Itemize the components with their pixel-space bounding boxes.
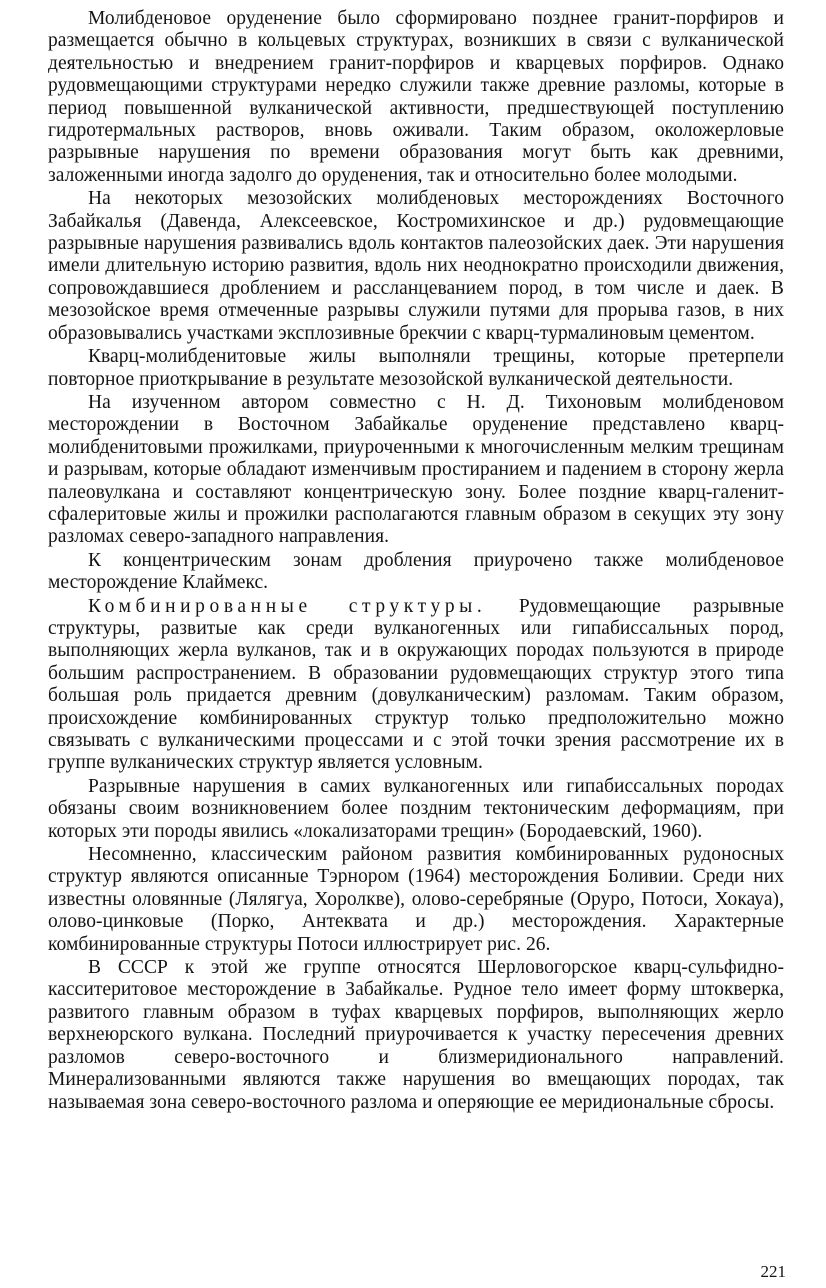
combined-structures-paragraph bbox=[48, 596, 784, 775]
paragraph: К концентрическим зонам дробления приурочено также молибденовое месторождение Клаймекс. bbox=[48, 549, 784, 594]
section-heading: Комбинированные структуры. bbox=[88, 595, 487, 617]
page-number: 221 bbox=[760, 1262, 786, 1281]
paragraph: На некоторых мезозойских молибденовых месторождениях Восточного Забайкалья (Давенда, Алексеевское, Костромихинское и др.) рудовмещающие разрывные нарушения развивались вдоль контактов палеозойских даек. Эти нарушения имели длительную историю развития, вдоль них неоднократно происходили движения, сопровождавшиеся дроблением и рассланцеванием пород, в том числе и даек. В мезозойское время отмеченные разрывы служили путями для прорыва газов, в них образовывались участками эксплозивные брекчии с кварц-турмалиновым цементом. bbox=[48, 188, 784, 344]
paragraph: На изученном автором совместно с Н. Д. Тихоновым молибденовом месторождении в Восточном Забайкалье оруденение представлено кварц-молибденитовыми прожилками, приуроченными к многочисленным мелким трещинам и разрывам, которые обладают изменчивым простиранием и падением в сторону жерла палеовулкана и составляют концентрическую зону. Более поздние кварц-галенит-сфалеритовые жилы и прожилки располагаются главным образом в секущих эту зону разломах северо-западного направления. bbox=[48, 391, 784, 548]
paragraph: Несомненно, классическим районом развития комбинированных рудоносных структур являются описанные Тэрнором (1964) месторождения Боливии. Среди них известны оловянные (Лялягуа, Хоролкве), олово-серебряные (Оруро, Потоси, Хокауа), олово-цинковые (Порко, Антеквата и др.) месторождения. Характерные комбинированные структуры Потоси иллюстрирует рис. 26. bbox=[48, 844, 784, 955]
paragraph: Кварц-молибденитовые жилы выполняли трещины, которые претерпели повторное приоткрывание в результате мезозойской вулканической деятельности. bbox=[48, 346, 784, 390]
paragraph: Молибденовое оруденение было сформировано позднее гранит-порфиров и размещается обычно в кольцевых структурах, возникших в связи с вулканической деятельностью и внедрением гранит-порфиров и кварцевых порфиров. Однако рудовмещающими структурами нередко служили также древние разломы, которые в период повышенной вулканической активности, предшествующей поступлению гидротермальных растворов, вновь оживали. Таким образом, околожерловые разрывные нарушения по времени образования могут быть как древними, заложенными иногда задолго до оруденения, так и относительно более молодыми. bbox=[48, 8, 784, 186]
document-page bbox=[48, 8, 784, 1114]
paragraph: Разрывные нарушения в самих вулканогенных или гипабиссальных породах обязаны своим возникновением более поздним тектоническим деформациям, при которых эти породы явились «локализаторами трещин» (Бородаевский, 1960). bbox=[48, 775, 784, 842]
section-body: Рудовмещающие разрывные структуры, развитые как среди вулканогенных или гипабиссальных пород, выполняющих жерла вулканов, так и в окружающих породах пользуются в природе большим распространением. В образовании рудовмещающих структур этого типа большая роль придается древним (довулканическим) разломам. Таким образом, происхождение комбинированных структур только предположительно можно связывать с вулканическими процессами и с этой точки зрения рассмотрение их в группе вулканических структур является условным. bbox=[48, 595, 784, 774]
paragraph: В СССР к этой же группе относятся Шерловогорское кварц-сульфидно-касситеритовое месторождение в Забайкалье. Рудное тело имеет форму штокверка, развитого главным образом в туфах кварцевых порфиров, выполняющих жерло верхнеюрского вулкана. Последний приурочивается к участку пересечения древних разломов северо-восточного и близмеридионального направлений. Минерализованными являются также нарушения во вмещающих породах, так называемая зона северо-восточного разлома и оперяющие ее меридиональные сбросы. bbox=[48, 957, 784, 1113]
